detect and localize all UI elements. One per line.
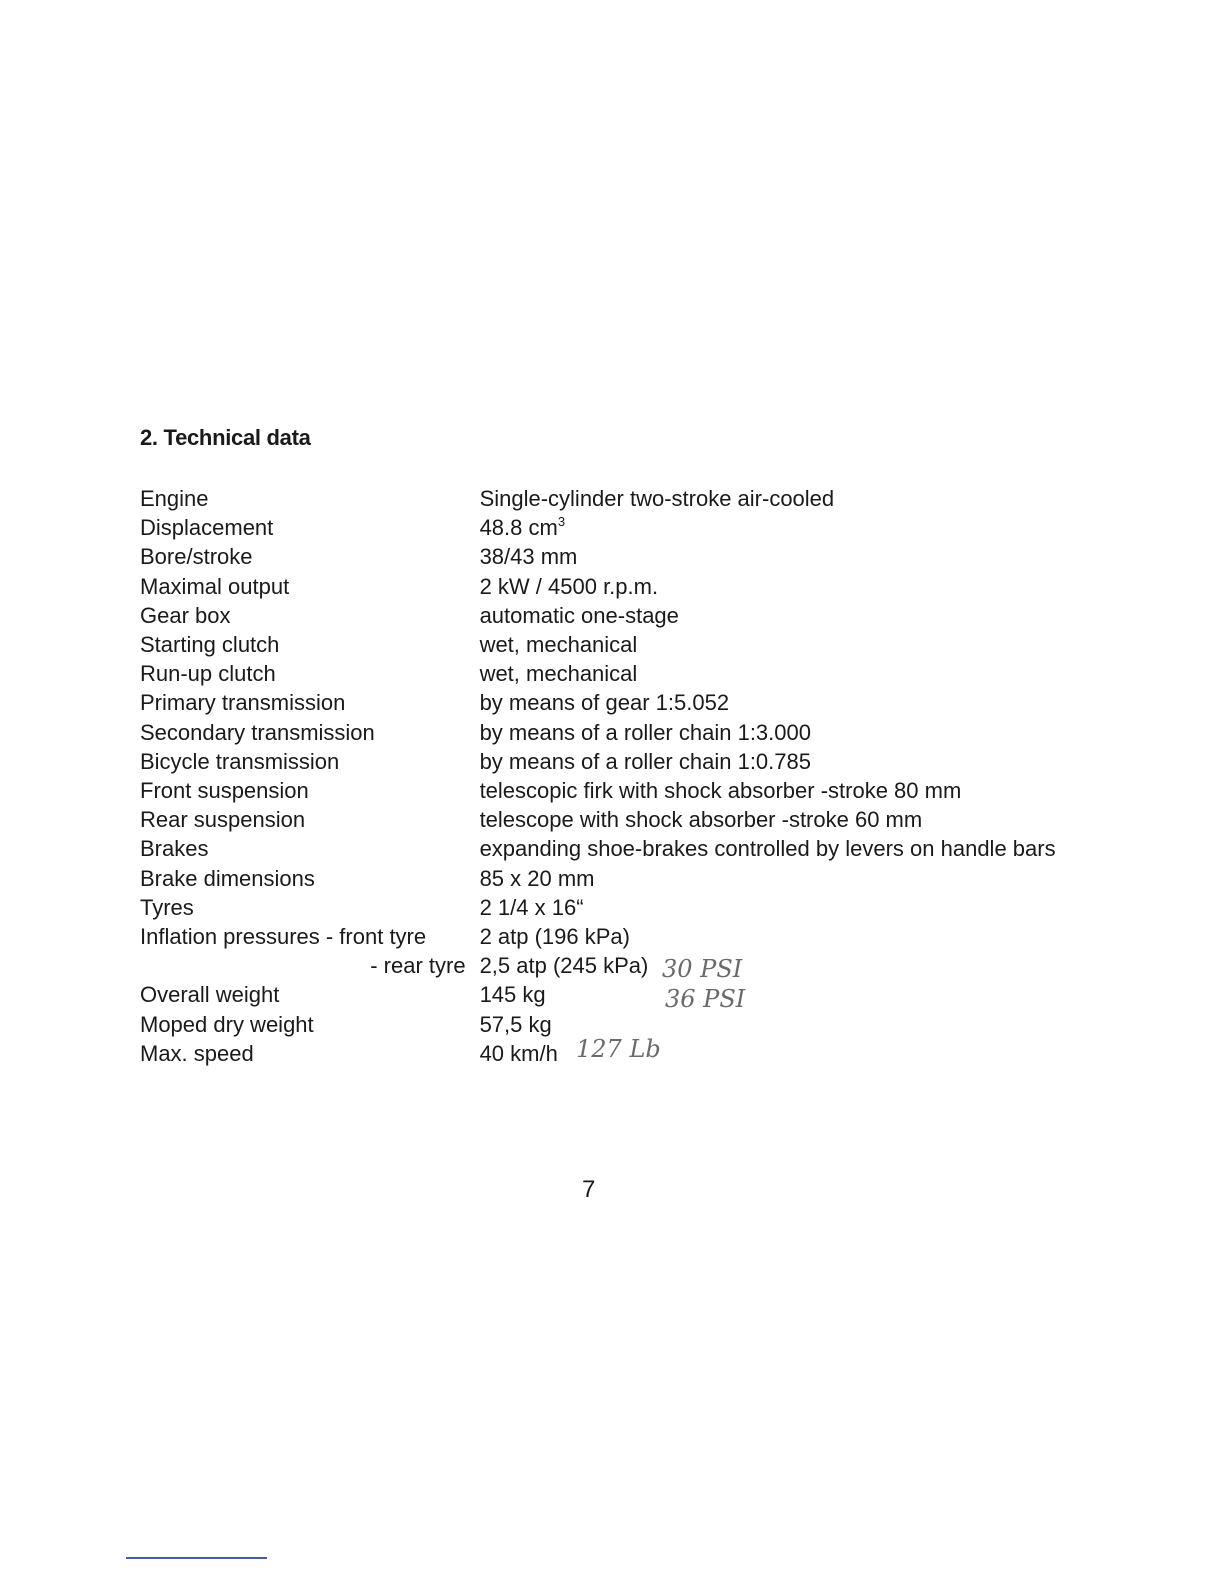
spec-value: wet, mechanical bbox=[479, 661, 638, 687]
spec-row bbox=[140, 688, 1060, 717]
spec-value: by means of gear 1:5.052 bbox=[479, 690, 730, 716]
spec-row bbox=[140, 630, 1060, 659]
spec-label: Run-up clutch bbox=[140, 661, 276, 687]
spec-value: 40 km/h bbox=[479, 1040, 558, 1066]
spec-value: 145 kg bbox=[479, 982, 546, 1008]
spec-value: Single-cylinder two-stroke air-cooled bbox=[479, 486, 835, 511]
handwritten-note: 36 PSI bbox=[665, 985, 746, 1013]
spec-label: Bicycle transmission bbox=[140, 748, 340, 774]
spec-value: telescopic firk with shock absorber -stroke 80 mm bbox=[479, 778, 962, 804]
spec-value: 38/43 mm bbox=[479, 544, 578, 570]
spec-row bbox=[140, 747, 1060, 776]
spec-label: Engine bbox=[140, 486, 209, 511]
spec-row bbox=[140, 805, 1060, 834]
spec-label: Displacement bbox=[140, 515, 274, 541]
spec-label: Gear box bbox=[140, 602, 231, 628]
spec-value bbox=[480, 513, 1060, 542]
spec-value: by means of a roller chain 1:0.785 bbox=[479, 748, 811, 774]
spec-label: Secondary transmission bbox=[140, 719, 375, 745]
spec-value: 2 1/4 x 16“ bbox=[479, 894, 584, 920]
handwritten-note: 30 PSI bbox=[662, 955, 743, 983]
spec-value: telescope with shock absorber -stroke 60 mm bbox=[479, 807, 923, 833]
spec-value: 2,5 atp (245 kPa) bbox=[479, 953, 649, 979]
footnote-divider bbox=[126, 1557, 267, 1559]
spec-row bbox=[140, 542, 1060, 571]
technical-data-table bbox=[140, 484, 1060, 1068]
spec-label: Primary transmission bbox=[140, 690, 346, 716]
spec-row bbox=[140, 513, 1060, 542]
spec-value: 2 kW / 4500 r.p.m. bbox=[479, 573, 659, 599]
spec-row bbox=[140, 980, 1060, 1009]
handwritten-note: 127 Lb bbox=[576, 1035, 661, 1063]
spec-row bbox=[140, 922, 1060, 951]
spec-row bbox=[140, 834, 1060, 863]
spec-value: by means of a roller chain 1:3.000 bbox=[479, 719, 811, 745]
spec-label: Starting clutch bbox=[140, 632, 280, 658]
spec-label: Max. speed bbox=[140, 1040, 254, 1066]
spec-value-text: 48.8 cm bbox=[479, 515, 558, 541]
spec-label: Bore/stroke bbox=[140, 544, 253, 570]
spec-label: Front suspension bbox=[140, 778, 309, 804]
spec-value: 57,5 kg bbox=[479, 1011, 552, 1037]
spec-label: Moped dry weight bbox=[140, 1011, 314, 1037]
spec-row bbox=[140, 572, 1060, 601]
spec-label: Tyres bbox=[140, 894, 194, 920]
section-title: 2. Technical data bbox=[140, 425, 311, 450]
spec-value: automatic one-stage bbox=[479, 602, 679, 628]
spec-label: Rear suspension bbox=[140, 807, 306, 833]
spec-value: wet, mechanical bbox=[479, 632, 638, 658]
spec-row bbox=[140, 893, 1060, 922]
spec-label: Inflation pressures - front tyre bbox=[140, 924, 427, 950]
spec-row bbox=[140, 601, 1060, 630]
spec-row bbox=[140, 718, 1060, 747]
superscript: 3 bbox=[557, 513, 566, 529]
spec-value: 85 x 20 mm bbox=[479, 865, 595, 891]
spec-row bbox=[140, 484, 1060, 513]
spec-row bbox=[140, 776, 1060, 805]
spec-label: Overall weight bbox=[140, 982, 280, 1008]
spec-value: 2 atp (196 kPa) bbox=[479, 924, 630, 950]
spec-label: Brake dimensions bbox=[140, 865, 315, 891]
spec-row bbox=[140, 659, 1060, 688]
spec-label: - rear tyre bbox=[370, 953, 466, 979]
spec-row bbox=[140, 951, 1060, 980]
spec-row bbox=[140, 864, 1060, 893]
spec-label: Brakes bbox=[140, 836, 209, 862]
spec-value: expanding shoe-brakes controlled by levers on handle bars bbox=[479, 836, 1056, 862]
page-number: 7 bbox=[582, 1176, 596, 1203]
spec-label: Maximal output bbox=[140, 573, 290, 599]
